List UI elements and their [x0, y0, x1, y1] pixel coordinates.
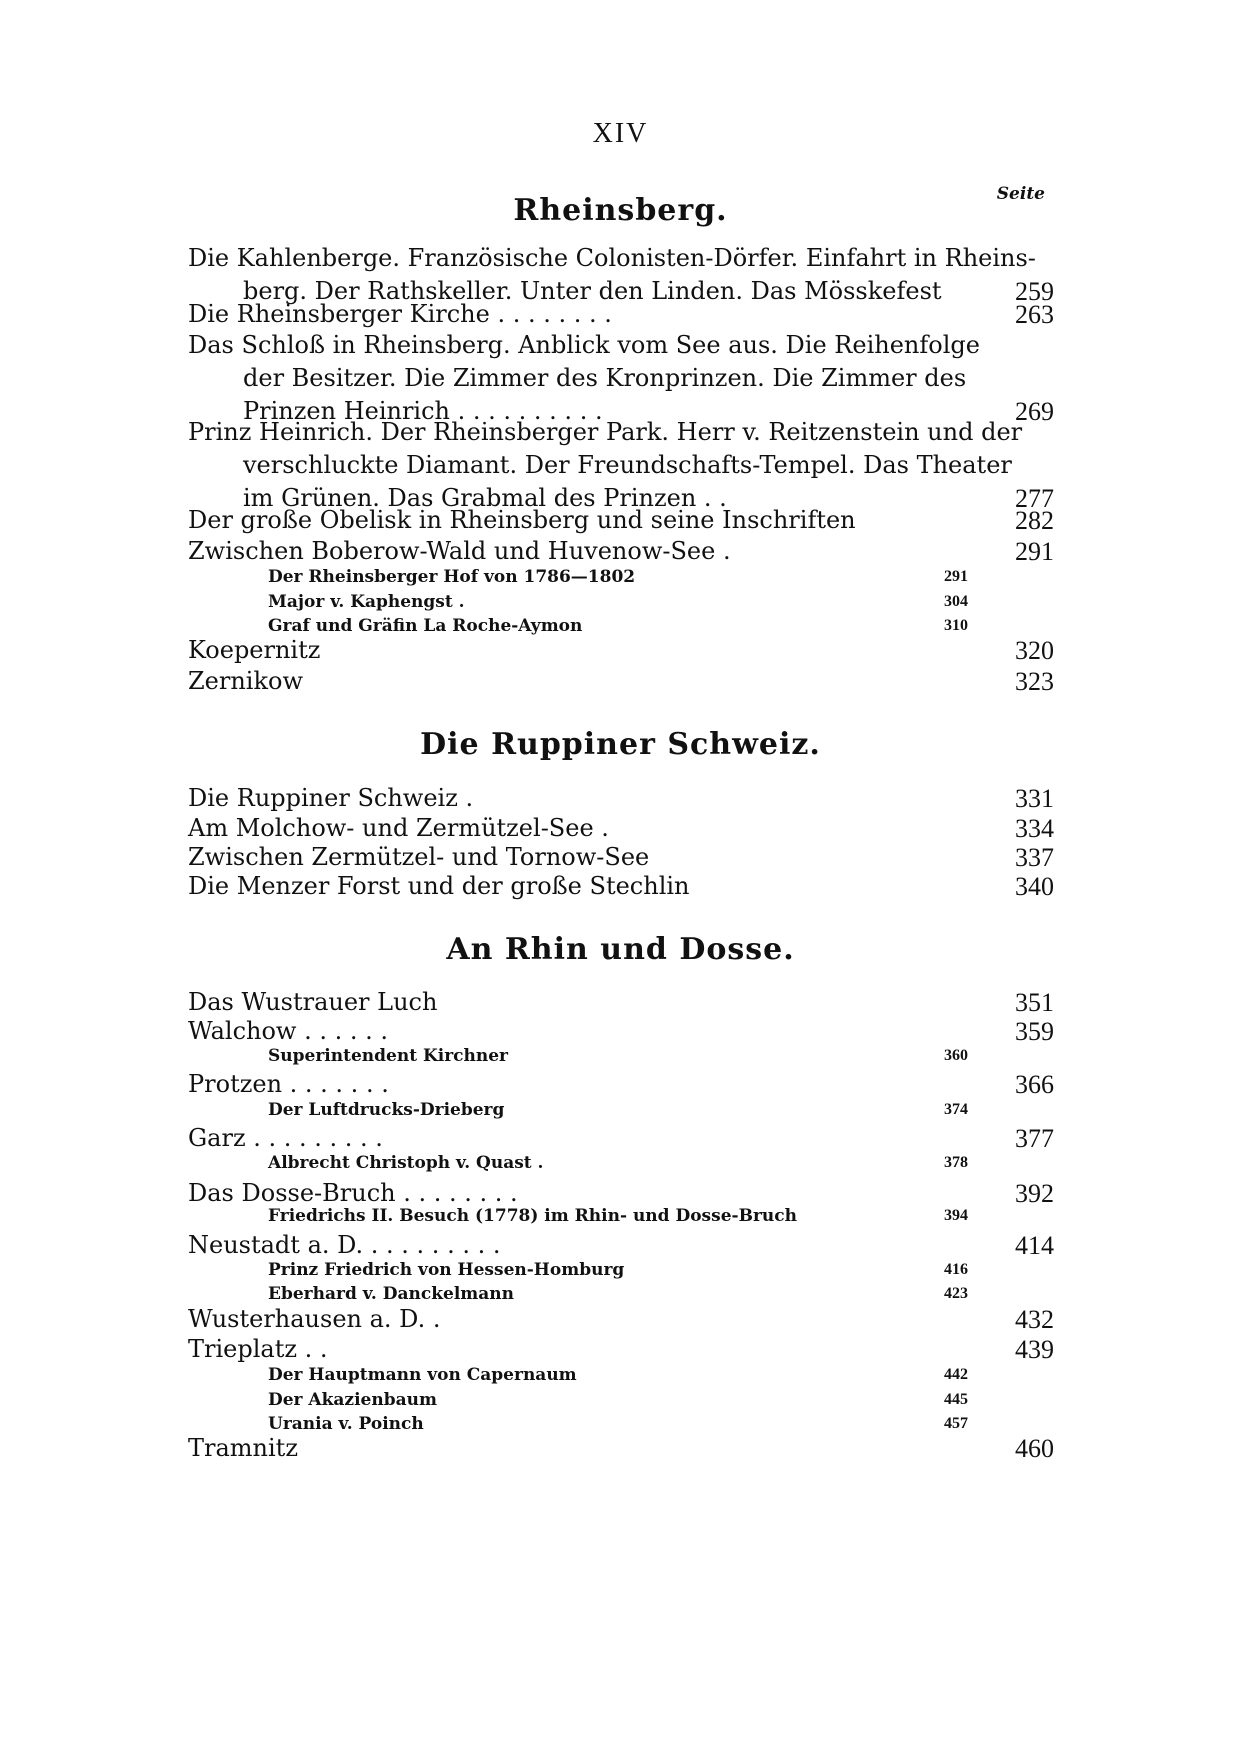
entry-page: 439	[1015, 1335, 1054, 1364]
entry-page: 291	[1015, 537, 1054, 566]
entry-title-line: der Besitzer. Die Zimmer des Kronprinzen. Die Zimmer des	[243, 364, 967, 392]
subentry-page: 378	[944, 1154, 968, 1171]
subentry-title: Albrecht Christoph v. Quast .	[268, 1153, 544, 1173]
subentry-page: 291	[944, 568, 968, 585]
entry-title-line: Koepernitz	[188, 636, 321, 664]
subentry-title: Eberhard v. Danckelmann	[268, 1284, 515, 1304]
subentry-page: 374	[944, 1101, 968, 1118]
section-heading-rheinsberg: Rheinsberg.	[513, 193, 728, 228]
toc-entry[interactable]	[188, 1333, 1054, 1366]
toc-subentry[interactable]	[268, 1044, 968, 1068]
subentry-title: Der Rheinsberger Hof von 1786—1802	[268, 567, 636, 587]
entry-title-line: Die Ruppiner Schweiz .	[188, 784, 474, 812]
entry-page: 366	[1015, 1070, 1054, 1099]
toc-entry[interactable]	[188, 870, 1054, 903]
entry-title-line: Tramnitz	[188, 1434, 298, 1462]
entry-title-line: Garz . . . . . . . . .	[188, 1124, 383, 1152]
entry-title-line: Die Menzer Forst und der große Stechlin	[188, 872, 690, 900]
entry-page: 359	[1015, 1017, 1054, 1046]
toc-entry[interactable]	[188, 535, 1054, 568]
entry-page: 323	[1015, 667, 1054, 696]
page-column-label: Seite	[996, 184, 1045, 204]
subentry-title: Superintendent Kirchner	[268, 1046, 509, 1066]
toc-subentry[interactable]	[268, 1204, 968, 1228]
subentry-page: 442	[944, 1366, 968, 1383]
entry-page: 432	[1015, 1305, 1054, 1334]
entry-title-line: Protzen . . . . . . .	[188, 1070, 389, 1098]
page-number: XIV	[592, 118, 649, 149]
entry-page: 320	[1015, 636, 1054, 665]
toc-entry[interactable]	[188, 782, 1054, 815]
toc-entry[interactable]	[188, 1068, 1054, 1101]
toc-subentry[interactable]	[268, 1258, 968, 1282]
entry-page: 269	[1015, 397, 1054, 426]
toc-entry[interactable]	[188, 329, 1054, 428]
entry-title-line: Neustadt a. D. . . . . . . . . .	[188, 1231, 501, 1259]
entry-page: 392	[1015, 1179, 1054, 1208]
entry-page: 277	[1015, 484, 1054, 513]
entry-title-line: Das Schloß in Rheinsberg. Anblick vom See aus. Die Reihenfolge	[188, 331, 980, 359]
entry-title-line: Das Wustrauer Luch	[188, 988, 438, 1016]
entry-page: 377	[1015, 1124, 1054, 1153]
entry-title-line: Am Molchow- und Zermützel-See .	[188, 814, 609, 842]
subentry-title: Prinz Friedrich von Hessen-Homburg	[268, 1260, 625, 1280]
subentry-page: 457	[944, 1415, 968, 1432]
entry-title-line: Zernikow	[188, 667, 304, 695]
subentry-title: Der Luftdrucks-Drieberg	[268, 1100, 505, 1120]
entry-title-line: Zwischen Zermützel- und Tornow-See	[188, 843, 650, 871]
entry-title-line: verschluckte Diamant. Der Freundschafts-Tempel. Das Theater	[243, 451, 1012, 479]
subentry-title: Graf und Gräfin La Roche-Aymon	[268, 616, 583, 636]
entry-page: 337	[1015, 843, 1054, 872]
entry-title-line: Walchow . . . . . .	[188, 1017, 389, 1045]
subentry-page: 416	[944, 1261, 968, 1278]
subentry-title: Der Hauptmann von Capernaum	[268, 1365, 577, 1385]
entry-title-line: Trieplatz . .	[188, 1335, 328, 1363]
section-heading-rhin-und-dosse: An Rhin und Dosse.	[446, 932, 795, 967]
entry-title-line: Die Rheinsberger Kirche . . . . . . . .	[188, 300, 612, 328]
entry-page: 282	[1015, 506, 1054, 535]
toc-entry[interactable]	[188, 416, 1054, 515]
subentry-page: 423	[944, 1285, 968, 1302]
entry-title-line: Wusterhausen a. D. .	[188, 1305, 441, 1333]
entry-title-line: Der große Obelisk in Rheinsberg und seine Inschriften	[188, 506, 856, 534]
subentry-title: Friedrichs II. Besuch (1778) im Rhin- und Dosse-Bruch	[268, 1206, 797, 1226]
toc-entry[interactable]	[188, 634, 1054, 667]
section-heading-ruppiner-schweiz: Die Ruppiner Schweiz.	[420, 727, 821, 762]
toc-subentry[interactable]	[268, 1151, 968, 1175]
subentry-page: 304	[944, 593, 968, 610]
entry-title-line: im Grünen. Das Grabmal des Prinzen . .	[243, 484, 727, 512]
entry-page: 334	[1015, 814, 1054, 843]
subentry-title: Urania v. Poinch	[268, 1414, 424, 1434]
entry-page: 331	[1015, 784, 1054, 813]
subentry-page: 445	[944, 1391, 968, 1408]
entry-page: 263	[1015, 300, 1054, 329]
toc-entry[interactable]	[188, 1303, 1054, 1336]
entry-title-line: Das Dosse-Bruch . . . . . . . .	[188, 1179, 518, 1207]
entry-title-line: berg. Der Rathskeller. Unter den Linden. Das Mösskefest	[243, 277, 942, 305]
entry-page: 340	[1015, 872, 1054, 901]
toc-entry[interactable]	[188, 665, 1054, 698]
toc-subentry[interactable]	[268, 1098, 968, 1122]
entry-page: 460	[1015, 1434, 1054, 1463]
toc-subentry[interactable]	[268, 1388, 968, 1412]
entry-title-line: Prinzen Heinrich . . . . . . . . . .	[243, 397, 603, 425]
subentry-page: 310	[944, 617, 968, 634]
entry-page: 259	[1015, 277, 1054, 306]
subentry-title: Der Akazienbaum	[268, 1390, 437, 1410]
entry-page: 414	[1015, 1231, 1054, 1260]
subentry-page: 394	[944, 1207, 968, 1224]
toc-entry[interactable]	[188, 1432, 1054, 1465]
toc-entry[interactable]	[188, 298, 1054, 331]
entry-title-line: Prinz Heinrich. Der Rheinsberger Park. Herr v. Reitzenstein und der	[188, 418, 1023, 446]
toc-entry[interactable]	[188, 504, 1054, 537]
entry-title-line: Zwischen Boberow-Wald und Huvenow-See .	[188, 537, 731, 565]
toc-subentry[interactable]	[268, 590, 968, 614]
toc-subentry[interactable]	[268, 565, 968, 589]
toc-subentry[interactable]	[268, 1363, 968, 1387]
entry-page: 351	[1015, 988, 1054, 1017]
entry-title-line: Die Kahlenberge. Französische Colonisten-Dörfer. Einfahrt in Rheins-	[188, 244, 1036, 272]
subentry-title: Major v. Kaphengst .	[268, 592, 465, 612]
subentry-page: 360	[944, 1047, 968, 1064]
